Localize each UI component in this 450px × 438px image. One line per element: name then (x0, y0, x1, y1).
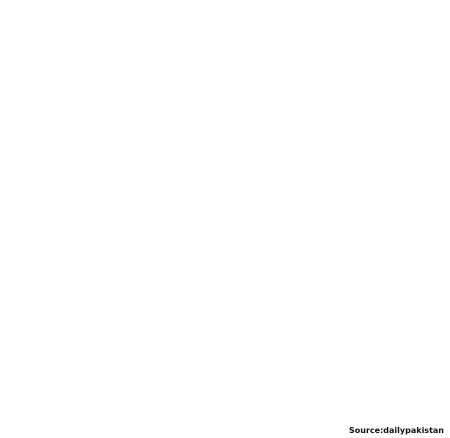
source-credit: Source:dailypakistan (349, 426, 444, 435)
article-headline (10, 6, 440, 30)
article-paragraph-1 (10, 36, 440, 93)
article-paragraph-2 (10, 100, 440, 214)
article-paragraph-4 (10, 285, 440, 323)
article-paragraph-3 (10, 221, 440, 278)
article (10, 6, 440, 432)
article-paragraph-5 (10, 330, 440, 387)
